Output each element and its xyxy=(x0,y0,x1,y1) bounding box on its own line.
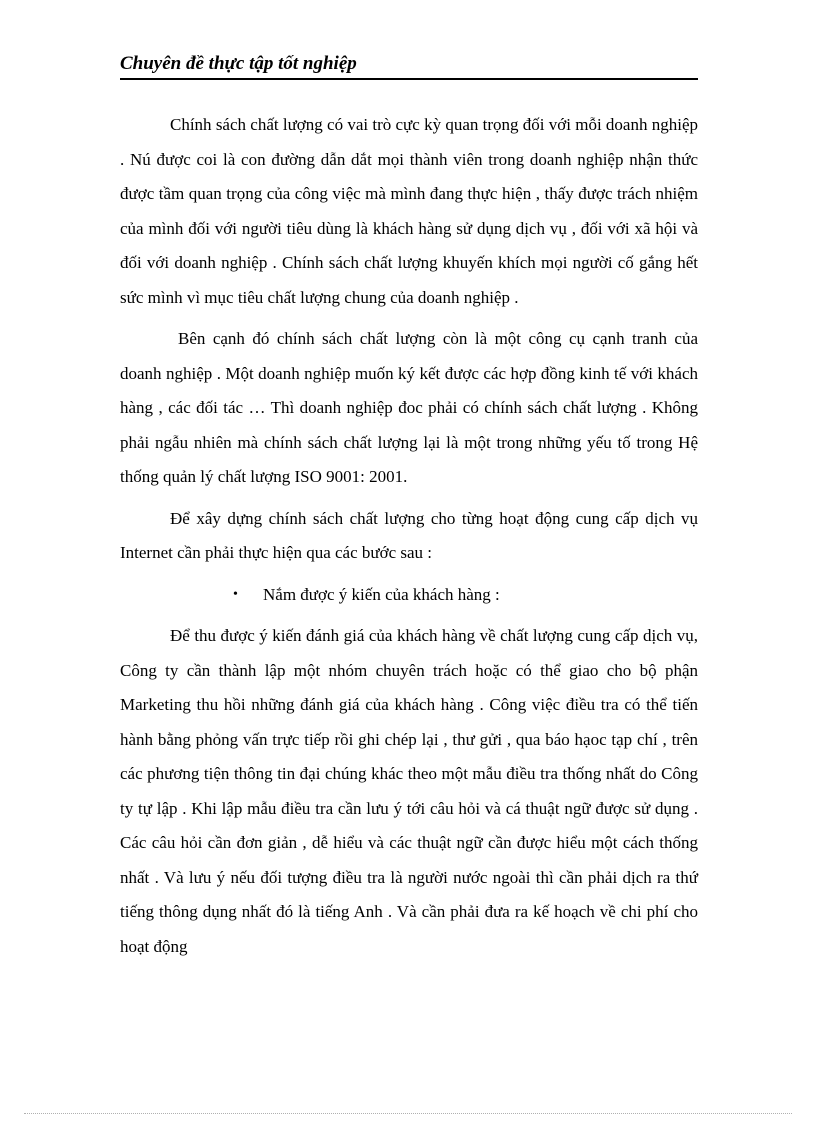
paragraph-competitive-tool: Bên cạnh đó chính sách chất lượng còn là một công cụ cạnh tranh của doanh nghiệp . Một doanh nghiệp muốn ký kết được các hợp đồng kinh tế với khách hàng , các đối tác … Thì doanh nghiệp đoc phải có chính sách chất lượng . Không phải ngẫu nhiên mà chính sách chất lượng lại là một trong những yếu tố trong Hệ thống quản lý chất lượng ISO 9001: 2001. xyxy=(120,329,698,486)
bullet-icon: • xyxy=(233,586,238,602)
paragraph-steps-intro: Để xây dựng chính sách chất lượng cho từng hoạt động cung cấp dịch vụ Internet cần phải thực hiện qua các bước sau : xyxy=(120,508,698,562)
page-bottom-divider xyxy=(24,1113,792,1114)
paragraph-quality-policy-role: Chính sách chất lượng có vai trò cực kỳ quan trọng đối với mỗi doanh nghiệp . Nú được coi là con đường dẫn dắt mọi thành viên trong doanh nghiệp nhận thức được tầm quan trọng của công việc mà mình đang thực hiện , thấy được trách nhiệm của mình đối với người tiêu dùng là khách hàng sử dụng dịch vụ , đối với xã hội và đối với doanh nghiệp . Chính sách chất lượng khuyến khích mọi người cố gắng hết sức mình vì mục tiêu chất lượng chung của doanh nghiệp . xyxy=(120,115,698,307)
page-header xyxy=(120,50,698,80)
paragraph-customer-feedback: Để thu được ý kiến đánh giá của khách hàng về chất lượng cung cấp dịch vụ, Công ty cần thành lập một nhóm chuyên trách hoặc có thể giao cho bộ phận Marketing thu hồi những đánh giá của khách hàng . Công việc điều tra có thể tiến hành bằng phỏng vấn trực tiếp rồi ghi chép lại , thư gửi , qua báo hạoc tạp chí , trên các phương tiện thông tin đại chúng khác theo một mẫu điều tra thống nhất do Công ty tự lập . Khi lập mẫu điều tra cần lưu ý tới câu hỏi và cá thuật ngữ được sử dụng . Các câu hỏi cần đơn giản , dễ hiểu và các thuật ngữ cần được hiểu một cách thống nhất . Và lưu ý nếu đối tượng điều tra là người nước ngoài thì cần phải dịch ra thứ tiếng thông dụng nhất đó là tiếng Anh . Và cần phải đưa ra kế hoạch về chi phí cho hoạt động xyxy=(120,626,698,956)
bullet-item xyxy=(120,578,698,613)
header-title: Chuyên đề thực tập tốt nghiệp xyxy=(120,53,357,74)
bullet-item-text: Nắm được ý kiến của khách hàng : xyxy=(263,584,500,604)
document-body xyxy=(120,108,698,964)
